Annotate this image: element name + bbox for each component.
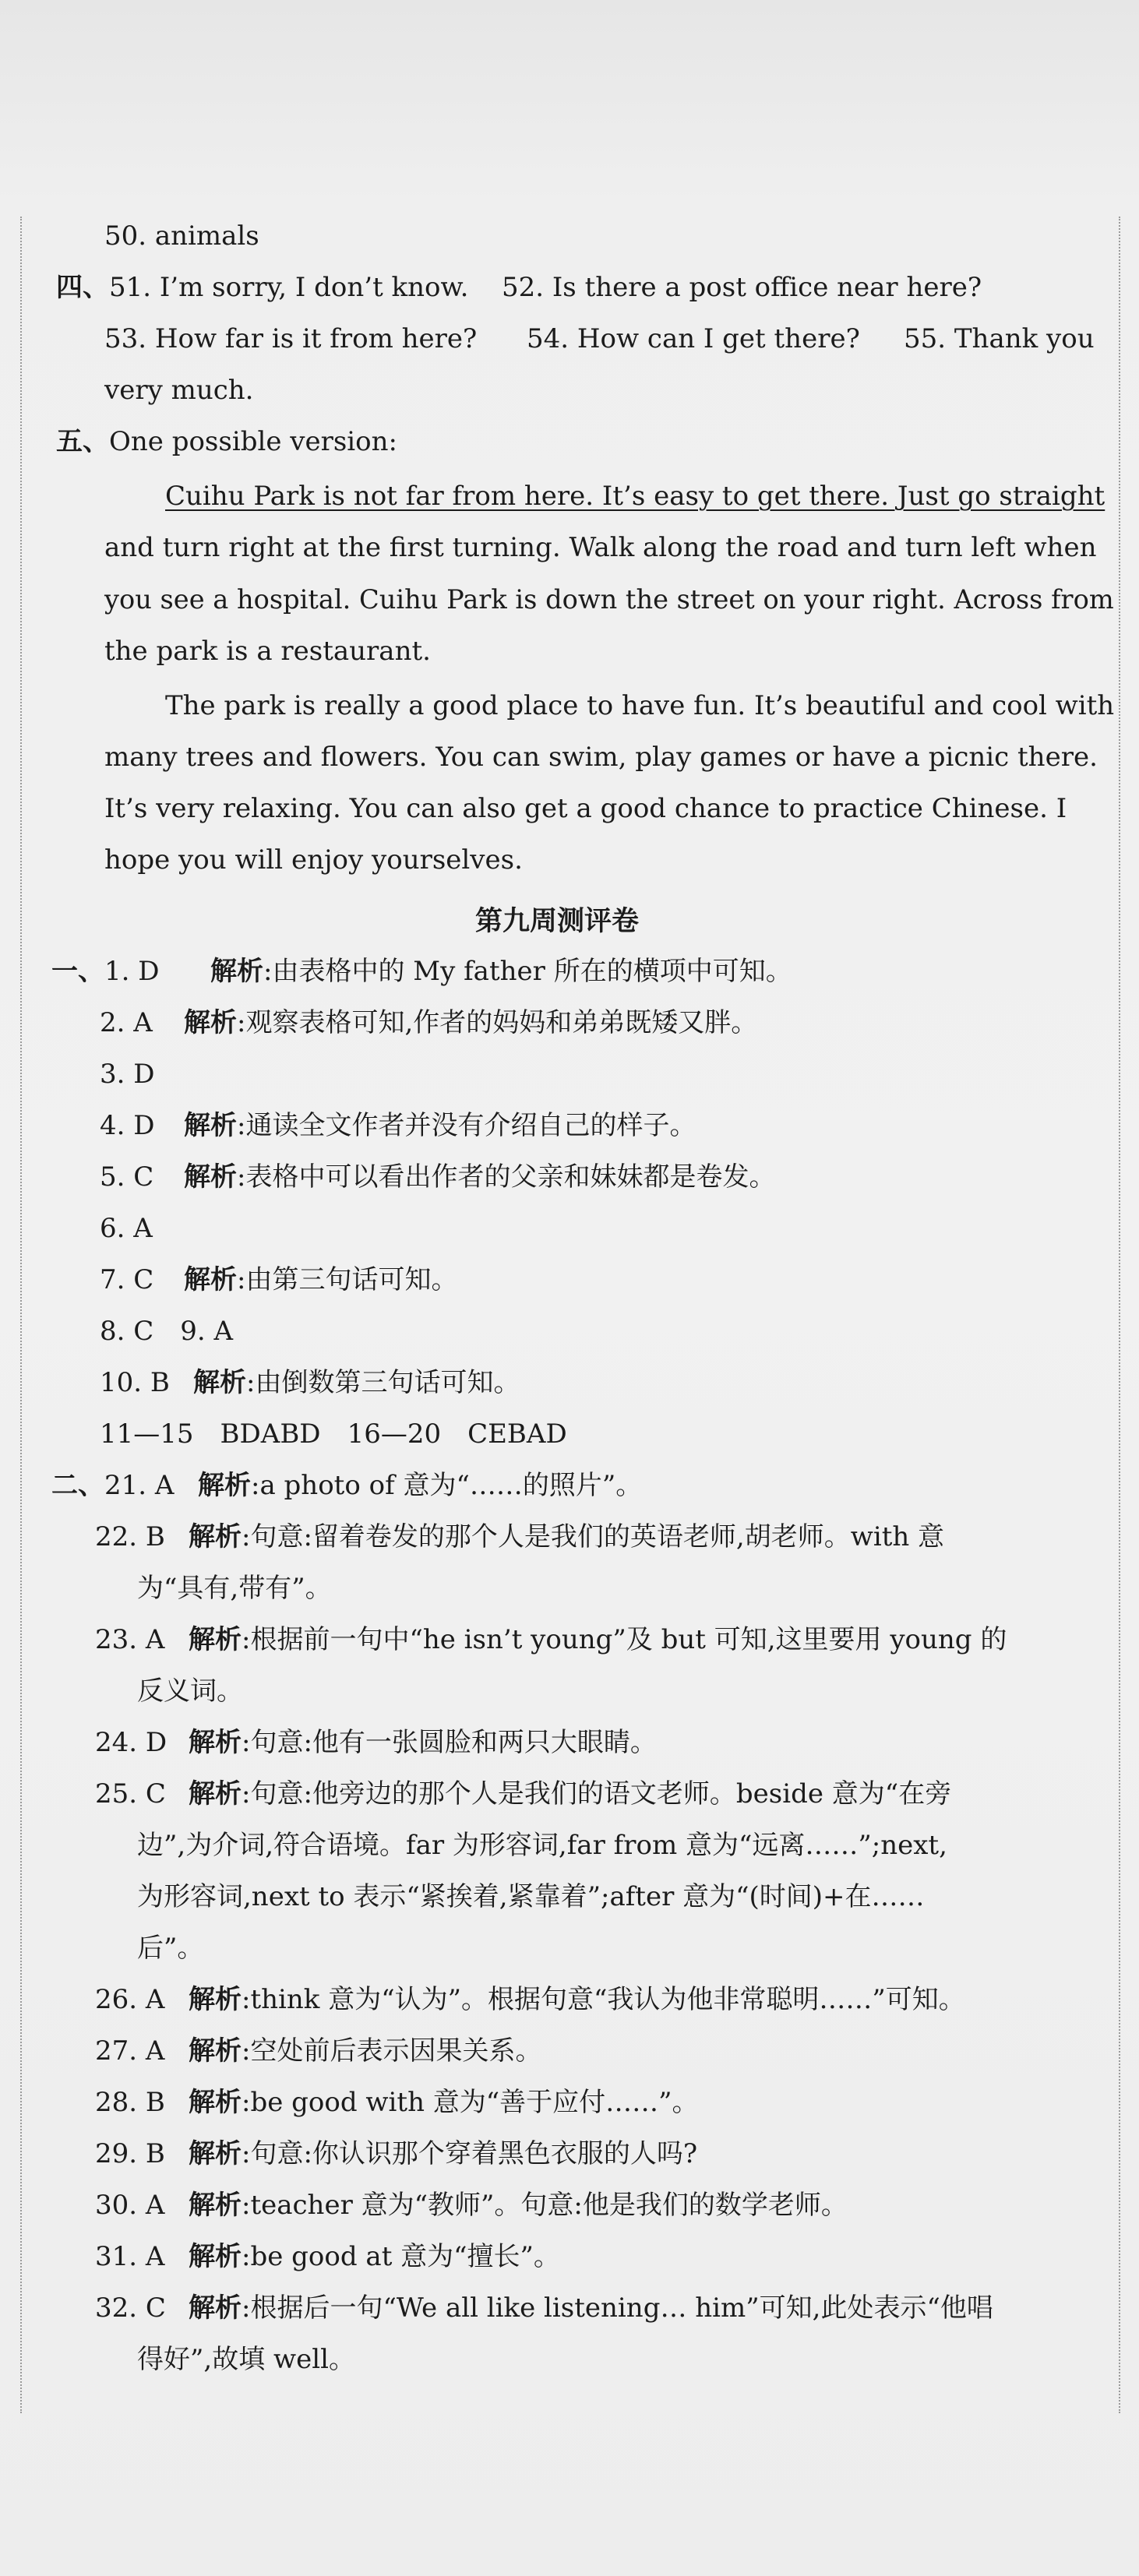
answer-22-continued: 为“具有,带有”。 xyxy=(137,1573,332,1604)
answer-54: 54. How can I get there? xyxy=(527,323,860,354)
analysis-text: :句意:留着卷发的那个人是我们的英语老师,胡老师。with 意 xyxy=(242,1521,945,1552)
analysis-label: 解析 xyxy=(189,2035,242,2067)
section-title: 第九周测评卷 xyxy=(475,905,640,937)
answer-11-20: 11—15 BDABD 16—20 CEBAD xyxy=(100,1418,567,1450)
analysis-text: :空处前后表示因果关系。 xyxy=(242,2035,542,2067)
analysis-label: 解析 xyxy=(189,2292,242,2324)
analysis-text: :a photo of 意为“……的照片”。 xyxy=(251,1470,643,1501)
section-mark: 二、 xyxy=(51,1470,104,1501)
essay-line: It’s very relaxing. You can also get a good chance to practice Chinese. I xyxy=(104,793,1067,824)
analysis-label: 解析 xyxy=(189,1727,242,1758)
answer-32 xyxy=(95,2292,993,2324)
analysis-text: :句意:你认识那个穿着黑色衣服的人吗? xyxy=(242,2138,698,2169)
answer-num: 7. C xyxy=(100,1264,154,1295)
answer-6: 6. A xyxy=(100,1213,153,1244)
answer-num: 4. D xyxy=(100,1110,155,1141)
analysis-text: :观察表格可知,作者的妈妈和弟弟既矮又胖。 xyxy=(237,1007,758,1038)
section-mark: 四、 xyxy=(56,272,109,303)
answer-4 xyxy=(100,1110,696,1141)
answer-num: 5. C xyxy=(100,1161,154,1193)
answer-num: 2. A xyxy=(100,1007,153,1038)
analysis-text: :句意:他有一张圆脸和两只大眼睛。 xyxy=(242,1727,657,1758)
analysis-label: 解析 xyxy=(184,1007,237,1038)
answer-3: 3. D xyxy=(100,1059,155,1090)
answer-2 xyxy=(100,1007,757,1038)
analysis-label: 解析 xyxy=(189,2190,242,2221)
analysis-text: :be good at 意为“擅长”。 xyxy=(242,2241,560,2272)
analysis-label: 解析 xyxy=(189,2087,242,2118)
essay-line: hope you will enjoy yourselves. xyxy=(104,844,523,876)
section-4-row xyxy=(56,272,468,303)
left-margin-rule xyxy=(20,217,22,2413)
answer-num: 29. B xyxy=(95,2138,165,2169)
answer-num: 21. A xyxy=(104,1470,175,1501)
answer-num: 31. A xyxy=(95,2241,165,2272)
answer-num: 24. D xyxy=(95,1727,168,1758)
analysis-label: 解析 xyxy=(184,1264,237,1295)
section-mark: 一、 xyxy=(51,956,104,987)
analysis-text: :根据前一句中“he isn’t young”及 but 可知,这里要用 young 的 xyxy=(242,1624,1007,1655)
analysis-text: :通读全文作者并没有介绍自己的样子。 xyxy=(237,1110,696,1141)
answer-32-continued: 得好”,故填 well。 xyxy=(137,2344,355,2375)
analysis-text: :be good with 意为“善于应付……”。 xyxy=(242,2087,699,2118)
section-heading: One possible version: xyxy=(109,426,397,457)
answer-31 xyxy=(95,2241,560,2272)
essay-line: Cuihu Park is not far from here. It’s easy to get there. Just go straight xyxy=(165,481,1106,512)
answer-25-continued: 为形容词,next to 表示“紧挨着,紧靠着”;after 意为“(时间)+在…… xyxy=(137,1881,925,1912)
essay-line: and turn right at the first turning. Walk along the road and turn left when xyxy=(104,532,1097,563)
answer-50: 50. animals xyxy=(104,220,259,252)
analysis-text: :teacher 意为“教师”。句意:他是我们的数学老师。 xyxy=(242,2190,848,2221)
answer-53: 53. How far is it from here? xyxy=(104,323,478,354)
answer-55: 55. Thank you xyxy=(904,323,1095,354)
analysis-label: 解析 xyxy=(189,1521,242,1552)
answer-1 xyxy=(51,956,792,987)
answer-28 xyxy=(95,2087,699,2118)
answer-num: 32. C xyxy=(95,2292,166,2324)
answer-num: 26. A xyxy=(95,1984,165,2015)
answer-51: 51. I’m sorry, I don’t know. xyxy=(109,272,469,303)
essay-line: the park is a restaurant. xyxy=(104,636,431,667)
answer-num: 22. B xyxy=(95,1521,165,1552)
analysis-label: 解析 xyxy=(184,1110,237,1141)
essay-line: The park is really a good place to have fun. It’s beautiful and cool with xyxy=(165,690,1115,721)
analysis-label: 解析 xyxy=(189,1778,242,1810)
answer-num: 10. B xyxy=(100,1367,170,1398)
analysis-label: 解析 xyxy=(189,2138,242,2169)
analysis-label: 解析 xyxy=(189,2241,242,2272)
analysis-label: 解析 xyxy=(189,1624,242,1655)
analysis-text: :表格中可以看出作者的父亲和妹妹都是卷发。 xyxy=(237,1161,776,1193)
analysis-text: :由表格中的 My father 所在的横项中可知。 xyxy=(263,956,792,987)
analysis-label: 解析 xyxy=(184,1161,237,1193)
answer-29 xyxy=(95,2138,697,2169)
answer-25-continued: 边”,为介词,符合语境。far 为形容词,far from 意为“远离……”;next, xyxy=(137,1830,947,1861)
analysis-text: :由第三句话可知。 xyxy=(237,1264,458,1295)
analysis-text: :think 意为“认为”。根据句意“我认为他非常聪明……”可知。 xyxy=(242,1984,965,2015)
answer-num: 1. D xyxy=(104,956,160,987)
answer-num: 27. A xyxy=(95,2035,165,2067)
answer-5 xyxy=(100,1161,775,1193)
section-mark: 五、 xyxy=(56,426,109,457)
answer-8-9: 8. C 9. A xyxy=(100,1316,234,1347)
answer-num: 28. B xyxy=(95,2087,165,2118)
answer-30 xyxy=(95,2190,848,2221)
answer-25-continued: 后”。 xyxy=(137,1933,204,1964)
answer-23-continued: 反义词。 xyxy=(137,1676,243,1707)
answer-52: 52. Is there a post office near here? xyxy=(502,272,982,303)
answer-25 xyxy=(95,1778,951,1810)
right-margin-rule xyxy=(1119,217,1120,2413)
answer-55-continued: very much. xyxy=(104,375,254,406)
analysis-label: 解析 xyxy=(189,1984,242,2015)
answer-21 xyxy=(51,1470,642,1501)
answer-22 xyxy=(95,1521,944,1552)
analysis-label: 解析 xyxy=(210,956,263,987)
answer-num: 30. A xyxy=(95,2190,165,2221)
analysis-label: 解析 xyxy=(198,1470,251,1501)
answer-27 xyxy=(95,2035,541,2067)
answer-24 xyxy=(95,1727,657,1758)
answer-7 xyxy=(100,1264,457,1295)
analysis-text: :句意:他旁边的那个人是我们的语文老师。beside 意为“在旁 xyxy=(242,1778,952,1810)
analysis-text: :由倒数第三句话可知。 xyxy=(246,1367,520,1398)
section-5-row xyxy=(56,426,397,457)
answer-10 xyxy=(100,1367,520,1398)
answer-23 xyxy=(95,1624,1007,1655)
essay-line: many trees and flowers. You can swim, play games or have a picnic there. xyxy=(104,742,1098,773)
analysis-text: :根据后一句“We all like listening… him”可知,此处表示“他唱 xyxy=(242,2292,993,2324)
answer-num: 25. C xyxy=(95,1778,166,1810)
answer-num: 23. A xyxy=(95,1624,165,1655)
essay-line: you see a hospital. Cuihu Park is down the street on your right. Across from xyxy=(104,584,1114,615)
answer-26 xyxy=(95,1984,965,2015)
analysis-label: 解析 xyxy=(193,1367,246,1398)
